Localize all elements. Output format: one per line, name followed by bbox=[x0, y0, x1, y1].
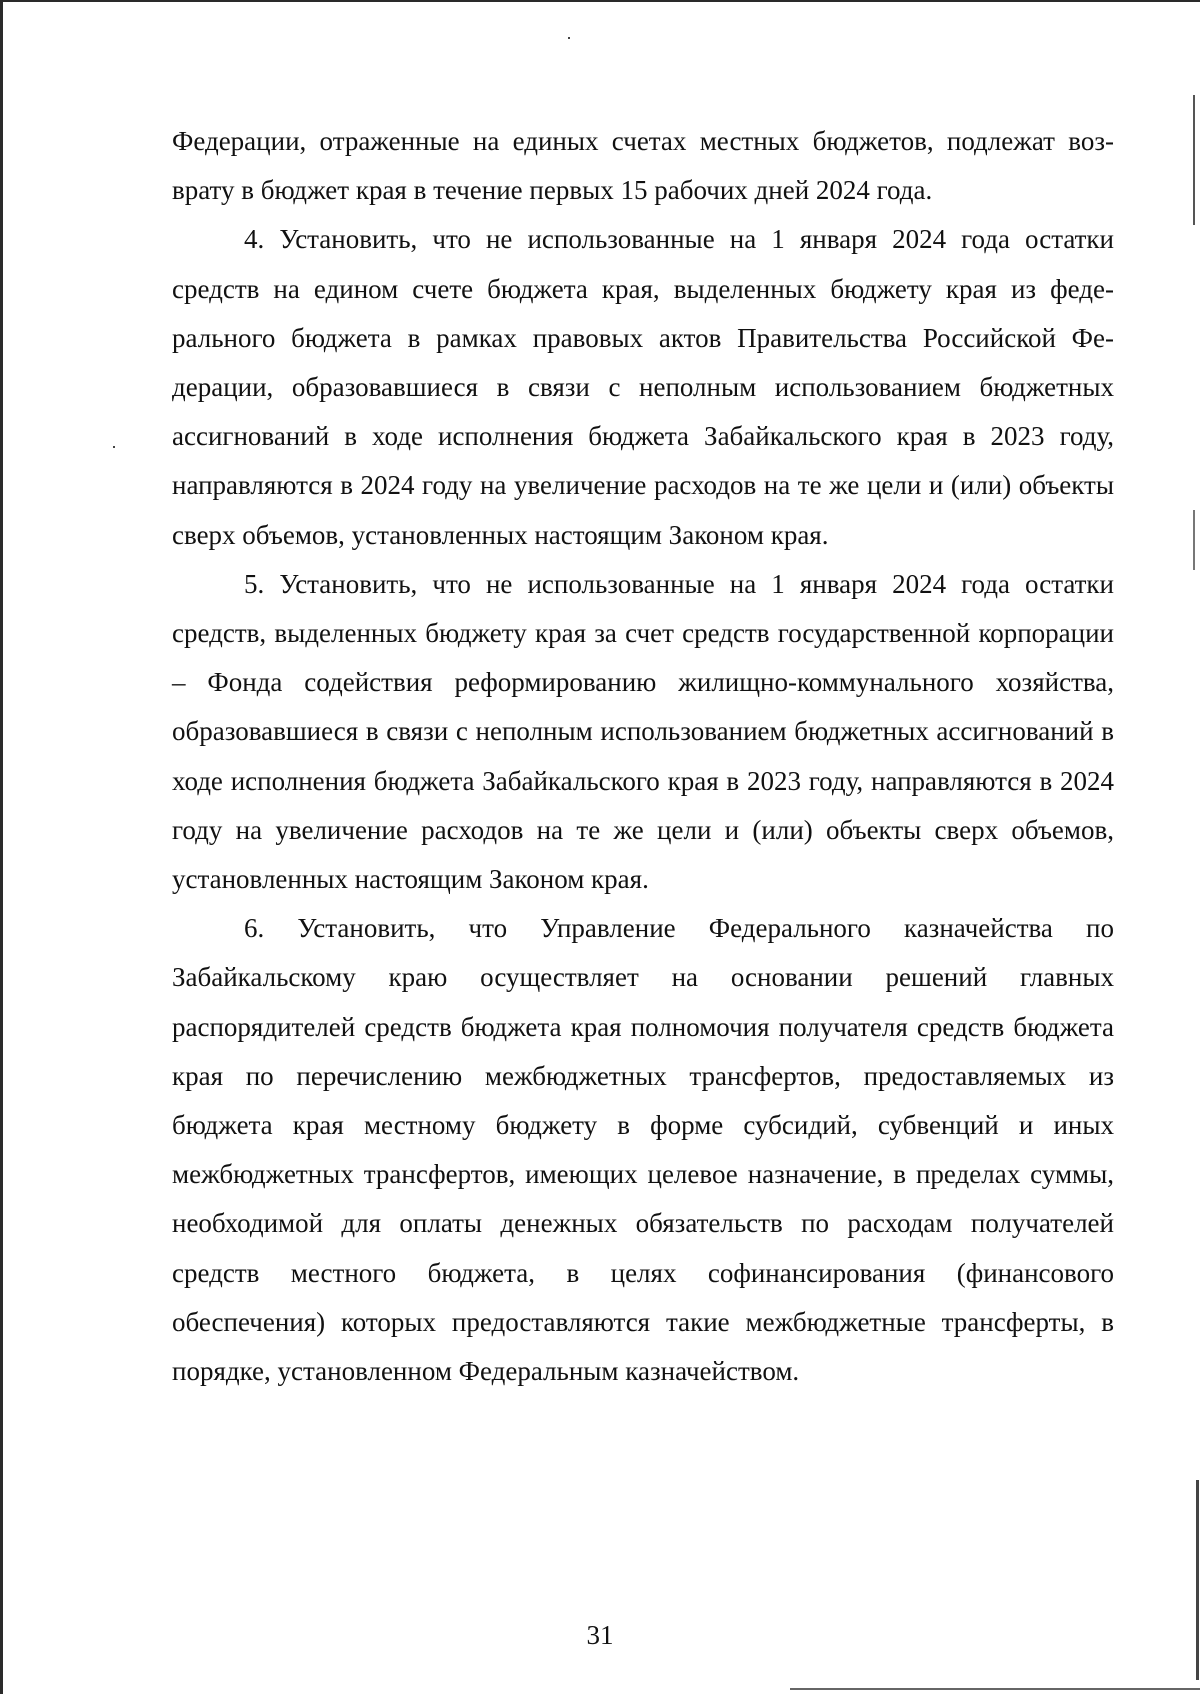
page-number: 31 bbox=[586, 1620, 614, 1650]
paragraph-item-6: 6. Установить, что Управление Федерального казначейства по Забайкальскому краю осуществляет на основании решений главных распорядителей средств бюджета края полномочия получателя средств бюджета края по перечислению межбюджетных трансфертов, предоставляемых из бюджета края местному бюджету в форме субсидий, субвенций и иных межбюджетных трансфертов, имеющих целевое назначение, в пределах суммы, необходимой для оплаты денежных обязательств по расходам получателей средств местного бюджета, в целях софинансирования (финансового обеспечения) которых предоставляются такие межбюджетные трансферты, в порядке, установленном Федеральным казначейством. bbox=[172, 913, 1114, 1387]
paragraph-item-4: 4. Установить, что не использованные на 1 января 2024 года остатки средств на едином счете бюджета края, выделенных бюджету края из федерального бюджета в рамках правовых актов Правительства Российской Федерации, образовавшиеся в связи с неполным использованием бюджетных ассигнований в ходе исполнения бюджета Забайкальского края в 2023 году, направляются в 2024 году на увеличение расходов на те же цели и (или) объекты сверх объемов, установленных настоящим Законом края. bbox=[172, 224, 1114, 550]
scan-speck bbox=[113, 446, 115, 448]
document-body bbox=[172, 117, 1114, 1396]
paragraph-item-5: 5. Установить, что не использованные на 1 января 2024 года остатки средств, выделенных бюджету края за счет средств государственной корпорации – Фонда содействия реформированию жилищно-коммунального хозяйства, образовавшиеся в связи с неполным использованием бюджетных ассигнований в ходе исполнения бюджета Забайкальского края в 2023 году, направляются в 2024 году на увеличение расходов на те же цели и (или) объекты сверх объемов, установленных настоящим Законом края. bbox=[172, 568, 1114, 895]
scan-edge-bottom bbox=[790, 1688, 1200, 1690]
scan-edge-right-mark bbox=[1193, 510, 1195, 570]
scan-edge-right-mark bbox=[1193, 95, 1195, 225]
paragraph-continuation: Федерации, отраженные на единых счетах местных бюджетов, подлежат возврату в бюджет края в течение первых 15 рабочих дней 2024 года. bbox=[172, 126, 1114, 206]
scan-edge-right-mark bbox=[1196, 1480, 1199, 1680]
scan-speck bbox=[568, 37, 570, 39]
scan-edge-top bbox=[0, 0, 1200, 2]
scan-edge-left bbox=[0, 0, 3, 1694]
